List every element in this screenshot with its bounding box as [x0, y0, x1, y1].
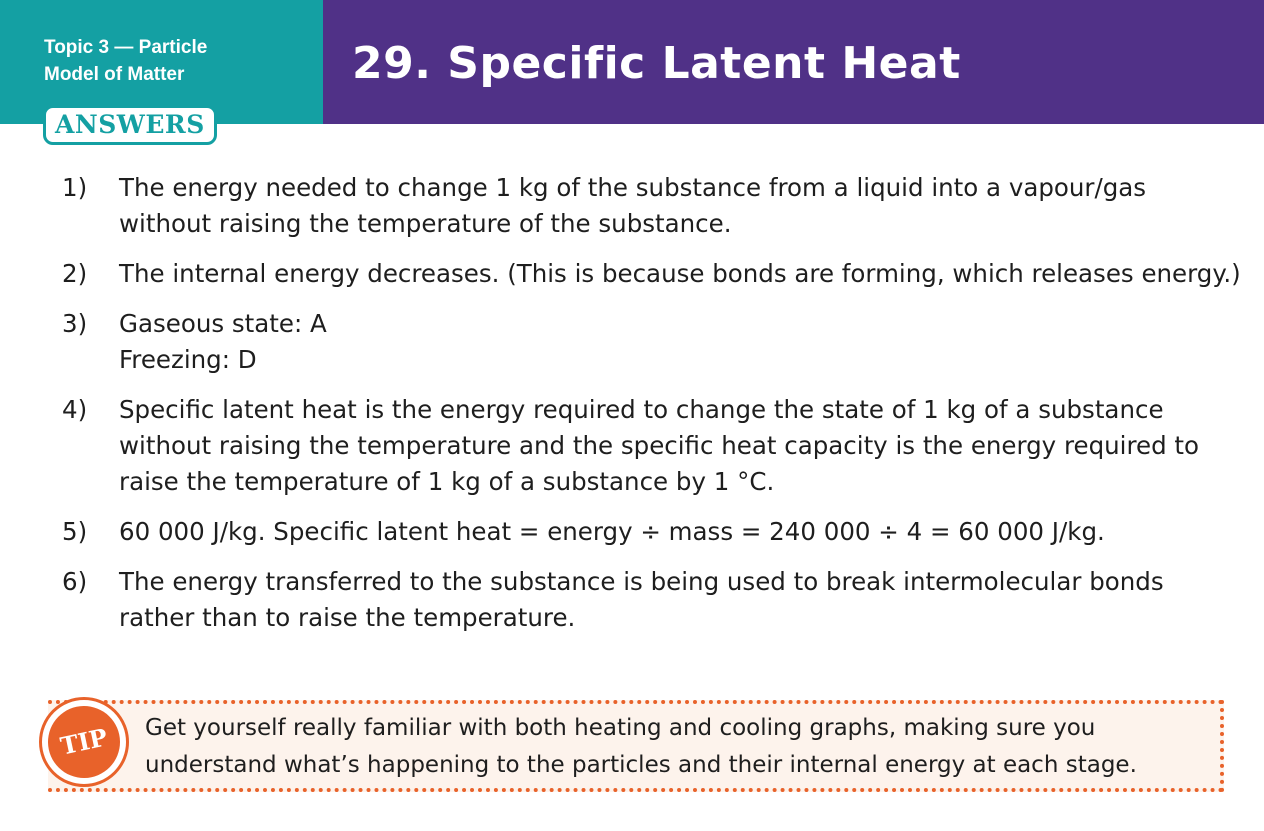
answer-number: 6): [62, 567, 88, 596]
topic-line-2: Model of Matter: [44, 64, 185, 85]
answer-text-line: raise the temperature of 1 kg of a substance by 1 °C.: [119, 467, 775, 496]
answer-text-line: 60 000 J/kg. Specific latent heat = energy ÷ mass = 240 000 ÷ 4 = 60 000 J/kg.: [119, 517, 1105, 546]
tip-badge-label: TIP: [41, 699, 126, 784]
answer-list: [62, 170, 1242, 636]
answer-number: 4): [62, 395, 88, 424]
answer-number: 3): [62, 309, 88, 338]
topic-line-1: Topic 3 — Particle: [44, 37, 208, 58]
answer-text-line: Gaseous state: A: [119, 309, 327, 338]
answer-number: 5): [62, 517, 88, 546]
answer-text-line: The energy needed to change 1 kg of the substance from a liquid into a vapour/gas: [119, 173, 1147, 202]
answer-item: [62, 170, 1242, 242]
tip-text-line: Get yourself really familiar with both heating and cooling graphs, making sure you: [145, 715, 1096, 741]
page-title: 29. Specific Latent Heat: [352, 38, 961, 89]
answer-text-line: rather than to raise the temperature.: [119, 603, 576, 632]
answer-text-line: Freezing: D: [119, 345, 257, 374]
answer-text-line: The energy transferred to the substance is being used to break intermolecular bonds: [119, 567, 1164, 596]
answer-text-line: without raising the temperature and the specific heat capacity is the energy required to: [119, 431, 1200, 460]
tip-text: [145, 710, 1205, 784]
topic-label: [44, 34, 304, 88]
answer-item: [62, 256, 1242, 292]
answer-number: 1): [62, 173, 88, 202]
answer-text-line: The internal energy decreases. (This is because bonds are forming, which releases energy.): [119, 259, 1241, 288]
tip-text-line: understand what’s happening to the particles and their internal energy at each stage.: [145, 752, 1137, 778]
answer-text-line: Specific latent heat is the energy required to change the state of 1 kg of a substance: [119, 395, 1164, 424]
answer-item: [62, 306, 1242, 378]
answer-item: [62, 514, 1242, 550]
tip-badge: [39, 697, 129, 787]
answer-number: 2): [62, 259, 88, 288]
answer-item: [62, 564, 1242, 636]
answer-item: [62, 392, 1242, 500]
answers-badge: ANSWERS: [43, 105, 217, 145]
answer-text-line: without raising the temperature of the substance.: [119, 209, 732, 238]
